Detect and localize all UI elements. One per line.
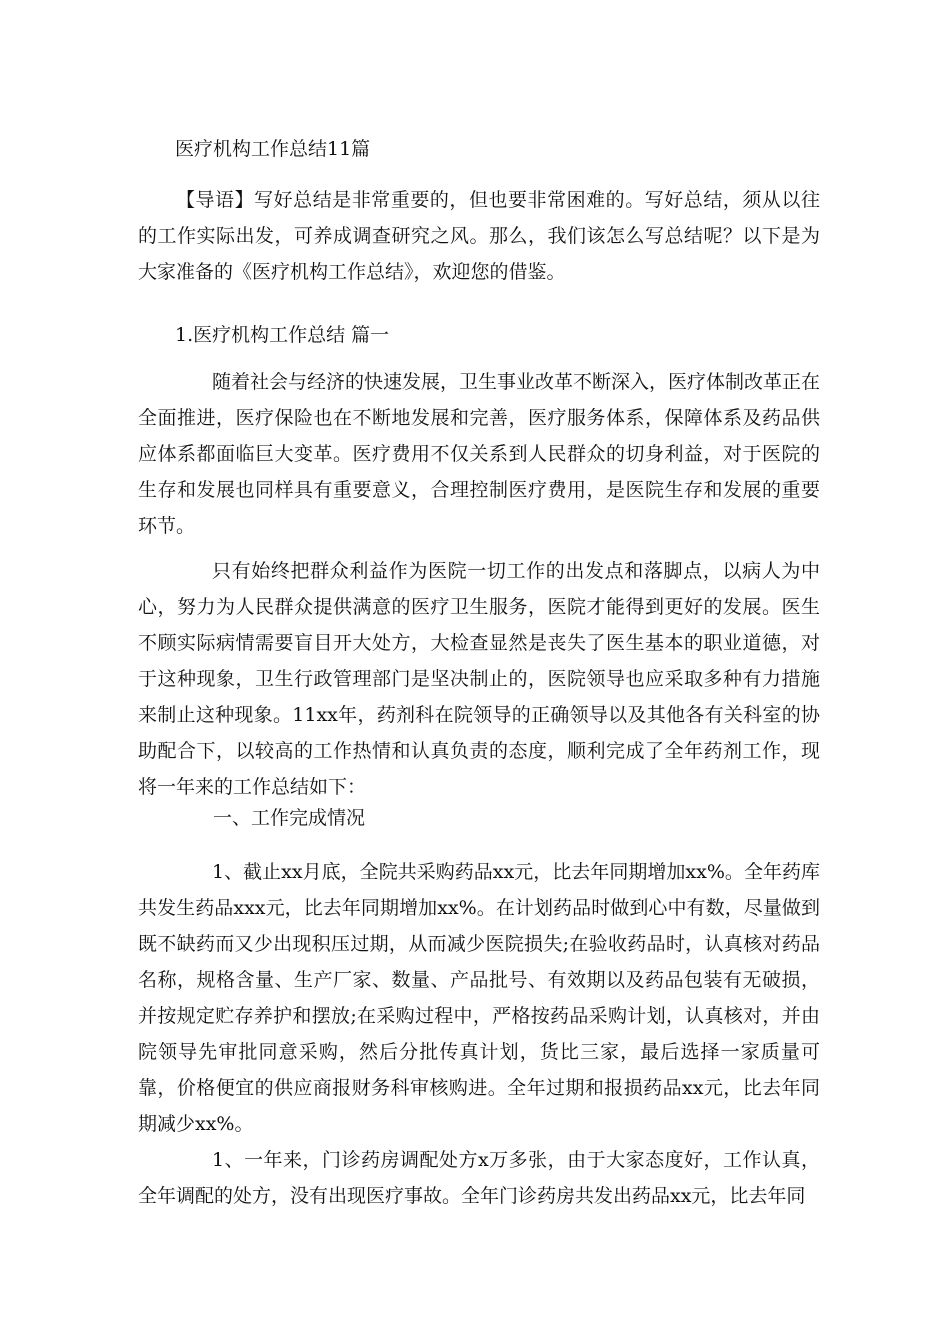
document-title: 医疗机构工作总结11篇	[175, 138, 371, 160]
item-paragraph-1: 1、截止xx月底，全院共采购药品xx元，比去年同期增加xx%。全年药库共发生药品xxx元，比去年同期增加xx%。在计划药品时做到心中有数，尽量做到既不缺药而又少出现积压过期，从而减少医院损失;在验收药品时，认真核对药品名称，规格含量、生产厂家、数量、产品批号、有效期以及药品包装有无破损，并按规定贮存养护和摆放;在采购过程中，严格按药品采购计划，认真核对，并由院领导先审批同意采购，然后分批传真计划，货比三家，最后选择一家质量可靠，价格便宜的供应商报财务科审核购进。全年过期和报损药品xx元，比去年同期减少xx%。	[138, 861, 820, 1135]
subheading: 一、工作完成情况	[213, 807, 366, 829]
item-paragraph-2: 1、一年来，门诊药房调配处方x万多张，由于大家态度好，工作认真，全年调配的处方，没有出现医疗事故。全年门诊药房共发出药品xx元，比去年同	[138, 1149, 820, 1207]
body-paragraph-1: 随着社会与经济的快速发展，卫生事业改革不断深入，医疗体制改革正在全面推进，医疗保险也在不断地发展和完善，医疗服务体系，保障体系及药品供应体系都面临巨大变革。医疗费用不仅关系到人民群众的切身利益，对于医院的生存和发展也同样具有重要意义，合理控制医疗费用，是医院生存和发展的重要环节。	[138, 371, 821, 537]
intro-paragraph: 【导语】写好总结是非常重要的，但也要非常困难的。写好总结，须从以往的工作实际出发，可养成调查研究之风。那么，我们该怎么写总结呢？以下是为大家准备的《医疗机构工作总结》，欢迎您的借鉴。	[138, 189, 820, 283]
section-heading: 1.医疗机构工作总结 篇一	[175, 324, 390, 346]
body-paragraph-2: 只有始终把群众利益作为医院一切工作的出发点和落脚点，以病人为中心，努力为人民群众提供满意的医疗卫生服务，医院才能得到更好的发展。医生不顾实际病情需要盲目开大处方，大检查显然是丧失了医生基本的职业道德，对于这种现象，卫生行政管理部门是坚决制止的，医院领导也应采取多种有力措施来制止这种现象。11xx年，药剂科在院领导的正确领导以及其他各有关科室的协助配合下，以较高的工作热情和认真负责的态度，顺利完成了全年药剂工作，现将一年来的工作总结如下：	[138, 560, 820, 798]
